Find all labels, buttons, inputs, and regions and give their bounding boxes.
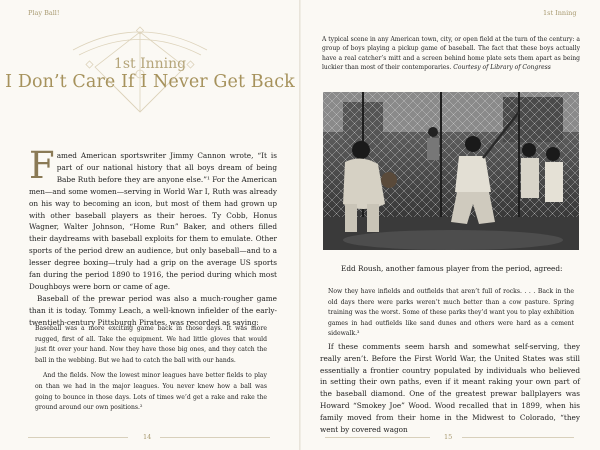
opening-text — [29, 144, 277, 329]
quote-paragraph-2: And the fields. Now the lowest minor leagues have better fields to play on than we had in the major leagues. You never knew how a ball was going to bounce in those days. Lots of times we’d get a rake and rake the ground around our own positions.² — [35, 372, 267, 412]
baseball-photo — [323, 92, 579, 250]
block-quote-roush: Now they have infields and outfields that aren’t full of rocks. . . . Back in the old days there were parks weren’t much better than a cow pasture. Spring training was the worst. Some of these parks they’d want you to play exhibition games in had outfields like sand dunes and others were hard as a cement sidewalk.³ — [328, 288, 574, 338]
running-head-right: 1st Inning — [543, 9, 577, 17]
footer-rule-right-a — [325, 437, 430, 438]
body-paragraph-text: If these comments seem harsh and somewhat self-serving, they really aren’t. Before the First World War, the United States was still essentially a frontier country populated by individuals who believed in setting their own paths, even if it meant raking your own part of the baseball diamond. One of the greatest prewar ballplayers was Howard “Smokey Joe” Wood. Wood recalled that in 1899, when his family moved from their home in the Midwest to Colorado, “they went by covered wagon — [320, 342, 580, 434]
footer-rule-left-b — [160, 437, 270, 438]
block-quote-leach — [35, 324, 267, 419]
drop-cap: F — [29, 144, 55, 187]
intro-line: Edd Roush, another famous player from the period, agreed: — [341, 264, 563, 273]
boys-playing-baseball-image — [323, 92, 579, 250]
gutter — [299, 0, 301, 450]
photo-caption — [322, 35, 580, 72]
chapter-number: 1st Inning — [113, 56, 187, 72]
caption-text: A typical scene in any American town, city, or open field at the turn of the century: a group of boys playing a pickup game of baseball. The fact that these boys actually have a real catcher’s mitt and a screen behind home plate sets them apart as being luckier than most of their contemporaries. — [322, 36, 580, 71]
quote-paragraph-1: Baseball was a more exciting game back in those days. It was more rugged, first of all. Take the equipment. We had little gloves that would just fit over your hand. Now they have those big ones, and they catch the ball in the webbing. But we had to catch the ball with our hands. — [35, 325, 267, 364]
second-paragraph: Baseball of the prewar period was also a much-rougher game than it is today. Tommy Leach, a well-known infielder of the early-twentieth-century Pittsburgh Pirates, was recorded as saying: — [29, 293, 277, 327]
folio-left: 14 — [143, 433, 152, 441]
opening-paragraph: amed American sportswriter Jimmy Cannon wrote, “It is part of our national history that all boys dream of being Babe Ruth before they are anyone else.”¹ For the American men—and some women—serving in World War I, Ruth was already on his way to becoming an icon, but most of them had grown up with other baseball players as their heroes. Ty Cobb, Honus Wagner, Walter Johnson, “Home Run” Baker, and others filled their daydreams with baseball exploits for them to emulate. Other sports of the period drew an audience, but only baseball—and to a lesser degree boxing—truly had a grip on the average US sports fan during the period 1890 to 1916, the period during which most Doughboys were born or came of age. — [29, 151, 277, 291]
footer-rule-left-a — [28, 437, 128, 438]
footer-rule-right-b — [462, 437, 574, 438]
caption-credit: Courtesy of Library of Congress — [453, 63, 551, 71]
body-paragraph-right — [320, 341, 580, 435]
chapter-title: I Don’t Care If I Never Get Back — [5, 72, 295, 92]
running-head-left: Play Ball! — [28, 9, 60, 17]
folio-right: 15 — [444, 433, 453, 441]
